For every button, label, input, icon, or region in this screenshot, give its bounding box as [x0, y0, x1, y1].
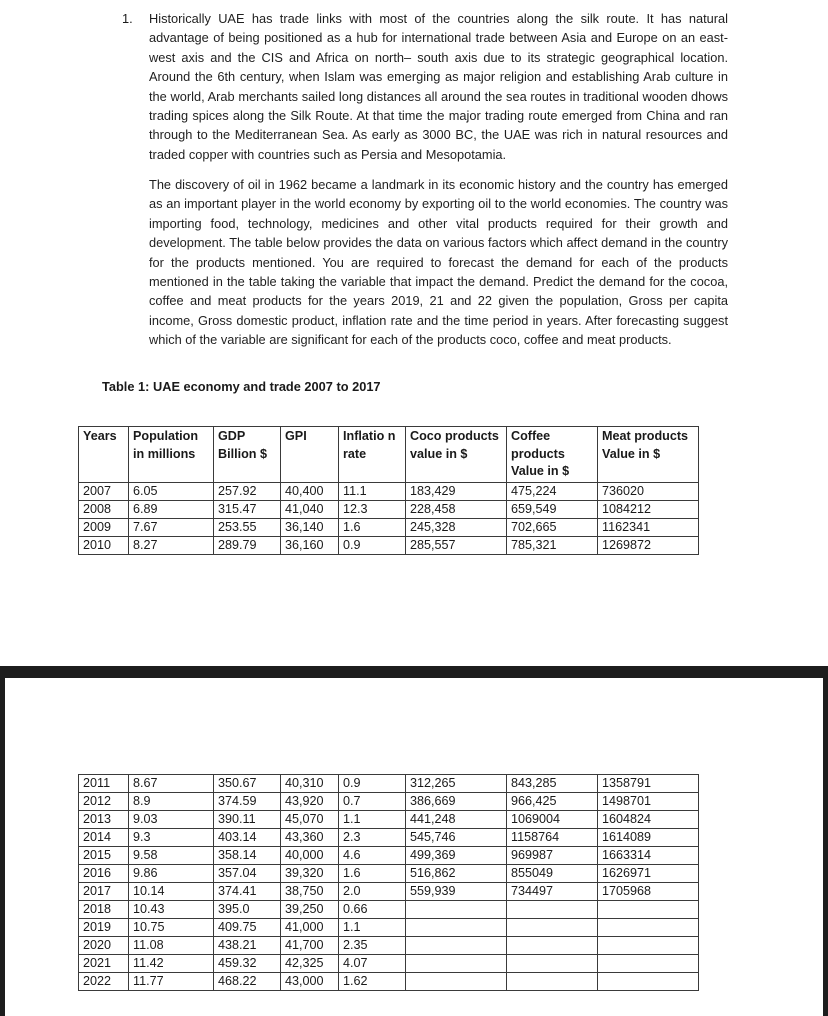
table-cell: 1.6	[339, 518, 406, 536]
table-cell: 545,746	[406, 829, 507, 847]
table-cell: 1.1	[339, 919, 406, 937]
table-cell: 43,920	[281, 793, 339, 811]
table-cell: 736020	[598, 482, 699, 500]
table-cell: 1269872	[598, 536, 699, 554]
table-cell: 253.55	[214, 518, 281, 536]
table-cell: 2.35	[339, 937, 406, 955]
page-divider	[0, 666, 828, 678]
table-row	[79, 775, 699, 793]
table-cell: 1358791	[598, 775, 699, 793]
table-caption: Table 1: UAE economy and trade 2007 to 2017	[102, 379, 381, 394]
table-cell: 409.75	[214, 919, 281, 937]
table-cell: 8.67	[129, 775, 214, 793]
table-cell: 43,000	[281, 973, 339, 991]
table-cell: 7.67	[129, 518, 214, 536]
header-meat: Meat products Value in $	[598, 427, 699, 483]
table-cell: 1663314	[598, 847, 699, 865]
table-cell: 2010	[79, 536, 129, 554]
table-cell	[406, 937, 507, 955]
document-page-2	[5, 678, 823, 1016]
table-cell: 43,360	[281, 829, 339, 847]
table-cell	[598, 919, 699, 937]
table-row	[79, 829, 699, 847]
table-cell: 702,665	[507, 518, 598, 536]
table-cell: 0.66	[339, 901, 406, 919]
header-coco: Coco products value in $	[406, 427, 507, 483]
table-cell: 0.9	[339, 775, 406, 793]
table-cell: 1.6	[339, 865, 406, 883]
table-row	[79, 937, 699, 955]
table-cell: 2018	[79, 901, 129, 919]
table-cell: 438.21	[214, 937, 281, 955]
table-cell: 2008	[79, 500, 129, 518]
table-body-top	[79, 482, 699, 554]
table-cell: 374.59	[214, 793, 281, 811]
table-cell: 1084212	[598, 500, 699, 518]
table-cell: 42,325	[281, 955, 339, 973]
table-cell	[598, 955, 699, 973]
table-cell: 734497	[507, 883, 598, 901]
table-cell	[598, 901, 699, 919]
table-cell	[507, 919, 598, 937]
table-cell: 358.14	[214, 847, 281, 865]
table-cell: 6.89	[129, 500, 214, 518]
table-cell: 1705968	[598, 883, 699, 901]
table-row	[79, 955, 699, 973]
table-cell: 459.32	[214, 955, 281, 973]
table-cell: 386,669	[406, 793, 507, 811]
table-cell: 468.22	[214, 973, 281, 991]
table-row	[79, 518, 699, 536]
table-cell: 9.3	[129, 829, 214, 847]
table-cell: 257.92	[214, 482, 281, 500]
table-cell: 441,248	[406, 811, 507, 829]
table-cell: 785,321	[507, 536, 598, 554]
table-cell: 228,458	[406, 500, 507, 518]
header-population: Population in millions	[129, 427, 214, 483]
table-cell: 403.14	[214, 829, 281, 847]
table-row	[79, 901, 699, 919]
table-cell	[406, 901, 507, 919]
table-row	[79, 536, 699, 554]
table-cell: 475,224	[507, 482, 598, 500]
table-cell	[406, 919, 507, 937]
table-cell: 40,310	[281, 775, 339, 793]
table-row	[79, 883, 699, 901]
table-cell: 2.3	[339, 829, 406, 847]
table-cell	[406, 955, 507, 973]
table-cell: 2019	[79, 919, 129, 937]
table-cell: 499,369	[406, 847, 507, 865]
table-cell: 1162341	[598, 518, 699, 536]
table-cell: 9.86	[129, 865, 214, 883]
table-cell: 36,160	[281, 536, 339, 554]
table-row	[79, 919, 699, 937]
table-header	[79, 427, 699, 483]
table-cell: 6.05	[129, 482, 214, 500]
paragraph-task: The discovery of oil in 1962 became a landmark in its economic history and the country has emerged as an important player in the world economy by exporting oil to the world economies. The country was importing food, technology, medicines and other vital products required for their growth and development. The table below provides the data on various factors which affect demand in the country for the products mentioned. You are required to forecast the demand for each of the products mentioned in the table taking the variable that impact the demand. Predict the demand for the cocoa, coffee and meat products for the years 2019, 21 and 22 given the population, Gross per capita income, Gross domestic product, inflation rate and the time period in years. After forecasting suggest which of the variable are significant for each of the products coco, coffee and meat products.	[149, 177, 728, 348]
table-cell: 1604824	[598, 811, 699, 829]
table-cell	[507, 973, 598, 991]
table-cell	[598, 937, 699, 955]
table-cell: 315.47	[214, 500, 281, 518]
table-cell: 39,250	[281, 901, 339, 919]
table-cell: 966,425	[507, 793, 598, 811]
table-cell: 11.77	[129, 973, 214, 991]
table-row	[79, 973, 699, 991]
table-cell: 41,700	[281, 937, 339, 955]
table-cell: 285,557	[406, 536, 507, 554]
table-cell: 183,429	[406, 482, 507, 500]
table-cell: 2017	[79, 883, 129, 901]
header-coffee: Coffee products Value in $	[507, 427, 598, 483]
table-cell: 357.04	[214, 865, 281, 883]
table-cell: 1498701	[598, 793, 699, 811]
table-cell: 2020	[79, 937, 129, 955]
table-cell: 41,040	[281, 500, 339, 518]
table-cell: 1.62	[339, 973, 406, 991]
table-cell: 2022	[79, 973, 129, 991]
table-cell: 8.9	[129, 793, 214, 811]
table-cell: 38,750	[281, 883, 339, 901]
table-cell: 40,000	[281, 847, 339, 865]
table-body-bottom	[79, 775, 699, 991]
table-row	[79, 500, 699, 518]
table-cell: 2009	[79, 518, 129, 536]
table-cell: 969987	[507, 847, 598, 865]
table-cell: 1614089	[598, 829, 699, 847]
table-cell: 36,140	[281, 518, 339, 536]
table-cell	[406, 973, 507, 991]
table-cell: 9.03	[129, 811, 214, 829]
table-cell: 40,400	[281, 482, 339, 500]
table-cell: 2016	[79, 865, 129, 883]
table-cell: 0.9	[339, 536, 406, 554]
table-cell: 41,000	[281, 919, 339, 937]
table-cell: 2.0	[339, 883, 406, 901]
table-cell	[507, 937, 598, 955]
table-cell: 11.42	[129, 955, 214, 973]
table-cell: 10.75	[129, 919, 214, 937]
table-cell	[507, 955, 598, 973]
table-row	[79, 793, 699, 811]
table-row	[79, 865, 699, 883]
header-inflation: Inflatio n rate	[339, 427, 406, 483]
table-cell: 843,285	[507, 775, 598, 793]
table-cell: 45,070	[281, 811, 339, 829]
data-table-part-2	[78, 774, 699, 991]
table-cell: 374.41	[214, 883, 281, 901]
table-cell: 659,549	[507, 500, 598, 518]
table-cell: 10.14	[129, 883, 214, 901]
table-cell: 9.58	[129, 847, 214, 865]
table-cell	[598, 973, 699, 991]
table-cell: 1.1	[339, 811, 406, 829]
table-cell: 2013	[79, 811, 129, 829]
header-years: Years	[79, 427, 129, 483]
table-cell: 0.7	[339, 793, 406, 811]
table-cell	[507, 901, 598, 919]
table-cell: 245,328	[406, 518, 507, 536]
table-cell: 10.43	[129, 901, 214, 919]
table-cell: 8.27	[129, 536, 214, 554]
table-cell: 4.07	[339, 955, 406, 973]
paragraph-history: Historically UAE has trade links with most of the countries along the silk route. It has natural advantage of being positioned as a hub for international trade between Asia and Europe on an east-west axis and the CIS and Africa on north– south axis due to its strategic geographical location. Around the 6th century, when Islam was emerging as major religion and establishing Arab culture in the world, Arab merchants sailed long distances all around the sea routes in traditional wooden dhows trading spices along the Silk Route. At that time the major trading route emerged from China and ran through to the Mediterranean Sea. As early as 3000 BC, the UAE was rich in natural resources and traded copper with countries such as Persia and Mesopotamia.	[149, 11, 728, 162]
table-row	[79, 811, 699, 829]
table-cell: 1069004	[507, 811, 598, 829]
table-cell: 11.1	[339, 482, 406, 500]
table-cell: 855049	[507, 865, 598, 883]
table-cell: 516,862	[406, 865, 507, 883]
table-cell: 1158764	[507, 829, 598, 847]
header-gpi: GPI	[281, 427, 339, 483]
item-number: 1.	[122, 11, 133, 26]
page-edge-right	[823, 678, 828, 1016]
table-cell: 312,265	[406, 775, 507, 793]
table-row	[79, 847, 699, 865]
header-gdp: GDP Billion $	[214, 427, 281, 483]
table-cell: 2021	[79, 955, 129, 973]
table-cell: 1626971	[598, 865, 699, 883]
table-cell: 4.6	[339, 847, 406, 865]
table-cell: 2007	[79, 482, 129, 500]
table-cell: 39,320	[281, 865, 339, 883]
table-cell: 390.11	[214, 811, 281, 829]
table-cell: 2012	[79, 793, 129, 811]
table-cell: 395.0	[214, 901, 281, 919]
table-cell: 2014	[79, 829, 129, 847]
table-cell: 11.08	[129, 937, 214, 955]
table-row	[79, 482, 699, 500]
table-cell: 2011	[79, 775, 129, 793]
data-table-part-1	[78, 426, 699, 555]
table-cell: 350.67	[214, 775, 281, 793]
table-cell: 559,939	[406, 883, 507, 901]
table-cell: 2015	[79, 847, 129, 865]
table-cell: 12.3	[339, 500, 406, 518]
table-cell: 289.79	[214, 536, 281, 554]
